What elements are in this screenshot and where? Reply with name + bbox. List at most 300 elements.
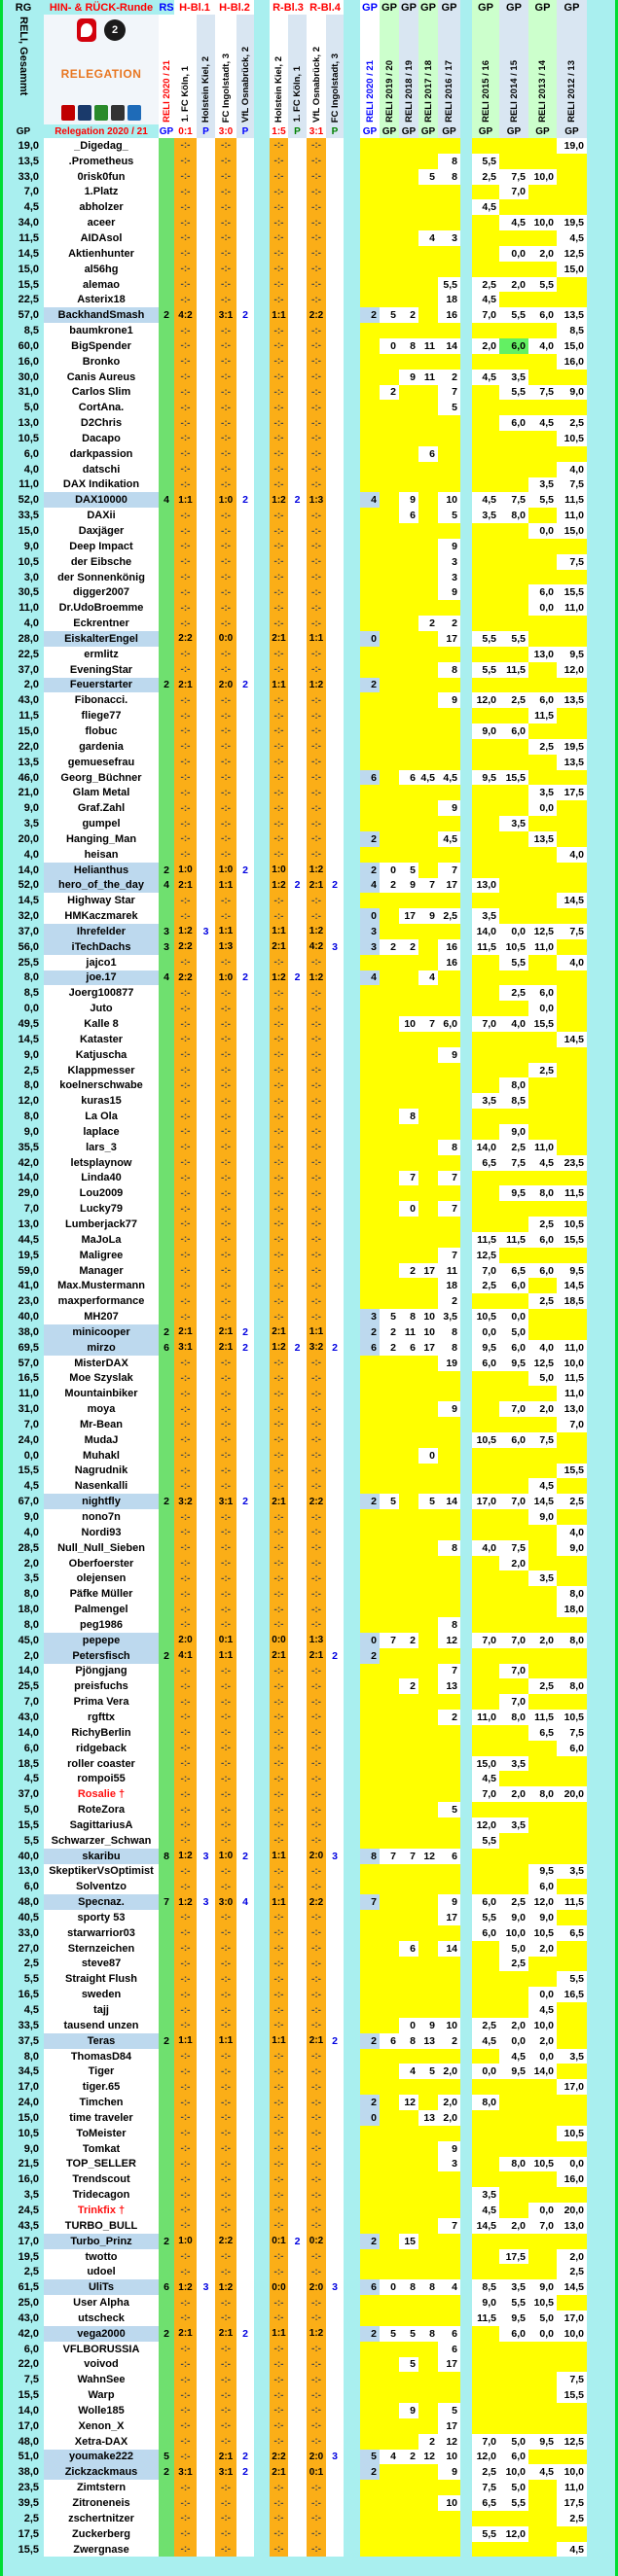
season-points-cell xyxy=(418,584,438,600)
prediction-cell: -:- xyxy=(307,292,326,307)
prediction-cell: 2:2 xyxy=(174,939,197,955)
season-points-cell xyxy=(399,616,418,631)
prediction-cell: -:- xyxy=(270,1432,288,1448)
prediction-cell: -:- xyxy=(307,2526,326,2542)
prediction-cell: -:- xyxy=(270,431,288,446)
match-points-cell xyxy=(197,2450,215,2465)
prediction-cell: -:- xyxy=(270,2018,288,2033)
column-gap xyxy=(254,970,270,986)
match-points-cell xyxy=(326,508,344,523)
season-points-cell: 5,0 xyxy=(499,2480,528,2495)
column-gap xyxy=(460,400,472,415)
column-season-header xyxy=(528,15,557,124)
season-points-cell xyxy=(418,415,438,431)
column-gap xyxy=(460,2049,472,2064)
season-points-cell xyxy=(399,1710,418,1725)
prediction-cell: -:- xyxy=(215,1371,236,1387)
column-gap xyxy=(460,1278,472,1293)
season-points-cell xyxy=(557,2033,587,2049)
season-points-cell xyxy=(360,1185,380,1201)
season-points-cell: 2,0 xyxy=(528,1633,557,1648)
season-points-cell xyxy=(380,755,399,770)
match-points-cell xyxy=(326,985,344,1001)
season-points-cell xyxy=(380,2434,399,2450)
season-points-cell: 19 xyxy=(438,1356,460,1371)
season-points-cell: 4 xyxy=(360,878,380,894)
match-points-cell xyxy=(197,847,215,863)
vertical-column-label: RELI 2015 / 16 xyxy=(480,60,491,123)
column-gap xyxy=(344,2511,360,2526)
prediction-cell: 1:1 xyxy=(174,492,197,508)
column-gap xyxy=(344,1710,360,1725)
match-points-cell xyxy=(326,1077,344,1093)
season-points-cell xyxy=(438,1586,460,1602)
season-points-cell xyxy=(360,600,380,616)
total-points-cell: 8,0 xyxy=(23,1111,39,1123)
season-points-cell: 13,0 xyxy=(472,878,499,894)
column-gap xyxy=(344,1032,360,1047)
match-points-cell xyxy=(288,1278,307,1293)
player-row xyxy=(3,1741,587,1756)
prediction-cell: -:- xyxy=(307,1263,326,1279)
column-gap xyxy=(344,1386,360,1401)
season-points-cell xyxy=(399,1124,418,1140)
season-points-cell xyxy=(418,2511,438,2526)
season-points-cell xyxy=(380,1140,399,1155)
player-name-cell: Trendscout xyxy=(44,2171,159,2187)
match-points-cell xyxy=(197,2342,215,2357)
match-points-cell: 3 xyxy=(326,2450,344,2465)
season-points-cell xyxy=(380,1957,399,1972)
prediction-cell: -:- xyxy=(174,647,197,662)
prediction-cell: -:- xyxy=(270,1248,288,1263)
match-points-cell xyxy=(288,2002,307,2018)
season-points-cell xyxy=(380,1371,399,1387)
total-points-cell: 7,5 xyxy=(23,2374,39,2386)
player-row xyxy=(3,692,587,708)
prediction-cell: -:- xyxy=(174,1540,197,1556)
season-points-cell xyxy=(528,2450,557,2465)
season-points-cell xyxy=(399,1910,418,1925)
player-row xyxy=(3,584,587,600)
match-points-cell xyxy=(197,215,215,230)
prediction-cell: -:- xyxy=(215,908,236,924)
player-row xyxy=(3,1833,587,1849)
prediction-cell: -:- xyxy=(307,1694,326,1710)
total-points-cell: 39,5 xyxy=(18,2497,39,2510)
prediction-cell: -:- xyxy=(215,2342,236,2357)
prediction-cell: -:- xyxy=(307,847,326,863)
current-round-points-cell xyxy=(159,2295,174,2311)
season-points-cell xyxy=(528,1771,557,1786)
column-gap xyxy=(460,924,472,939)
season-points-cell: 5 xyxy=(380,307,399,323)
match-points-cell xyxy=(236,2279,254,2295)
season-points-cell: 6,5 xyxy=(472,1155,499,1171)
column-gap xyxy=(460,1941,472,1957)
season-points-cell: 10 xyxy=(438,2018,460,2033)
column-gap xyxy=(254,570,270,585)
column-gap xyxy=(254,1032,270,1047)
prediction-cell: -:- xyxy=(215,508,236,523)
total-points-cell: 52,0 xyxy=(18,879,39,892)
prediction-cell: -:- xyxy=(174,323,197,338)
prediction-cell: -:- xyxy=(174,908,197,924)
season-points-cell xyxy=(472,1201,499,1217)
season-points-cell xyxy=(418,2526,438,2542)
prediction-cell: -:- xyxy=(174,1464,197,1479)
season-points-cell xyxy=(472,1957,499,1972)
season-points-cell xyxy=(472,863,499,878)
prediction-cell: -:- xyxy=(307,1109,326,1124)
season-points-cell xyxy=(438,2002,460,2018)
total-points-cell: 24,0 xyxy=(18,2097,39,2109)
current-round-points-cell: 5 xyxy=(159,2450,174,2465)
match-points-cell xyxy=(326,1957,344,1972)
column-gap xyxy=(254,831,270,847)
match-points-cell xyxy=(326,2464,344,2480)
column-gap xyxy=(460,1171,472,1186)
season-points-cell: 4,0 xyxy=(472,1540,499,1556)
match-points-cell xyxy=(288,1586,307,1602)
season-points-cell xyxy=(360,415,380,431)
season-points-cell xyxy=(472,1509,499,1525)
prediction-cell: -:- xyxy=(215,1525,236,1540)
season-points-cell: 2,0 xyxy=(499,1556,528,1571)
match-points-cell xyxy=(236,2511,254,2526)
season-points-cell: 7,5 xyxy=(528,1432,557,1448)
prediction-cell: -:- xyxy=(174,1925,197,1941)
prediction-cell: -:- xyxy=(270,1232,288,1248)
column-gap xyxy=(460,2218,472,2234)
prediction-cell: -:- xyxy=(174,1971,197,1987)
prediction-cell: -:- xyxy=(215,1879,236,1894)
prediction-cell: -:- xyxy=(215,584,236,600)
prediction-cell: -:- xyxy=(215,1678,236,1694)
player-row xyxy=(3,354,587,370)
match-points-cell xyxy=(236,2171,254,2187)
season-points-cell xyxy=(528,1849,557,1864)
column-gap xyxy=(344,1464,360,1479)
total-points-cell: 33,0 xyxy=(18,170,39,183)
header-gp-label: GP xyxy=(438,124,460,138)
prediction-cell: -:- xyxy=(215,2511,236,2526)
season-points-cell: 7,5 xyxy=(472,2480,499,2495)
column-gap xyxy=(344,15,360,124)
match-points-cell xyxy=(288,723,307,739)
match-points-cell xyxy=(236,570,254,585)
season-points-cell xyxy=(438,1155,460,1171)
season-points-cell: 17 xyxy=(438,631,460,647)
column-gap xyxy=(254,262,270,277)
season-points-cell: 10,5 xyxy=(528,2157,557,2172)
season-points-cell xyxy=(499,2095,528,2110)
player-name-cell: Dr.UdoBroemme xyxy=(44,600,159,616)
season-points-cell: 11 xyxy=(418,370,438,385)
column-gap xyxy=(344,2387,360,2403)
match-points-cell xyxy=(236,2033,254,2049)
match-points-cell xyxy=(288,1171,307,1186)
season-points-cell: 0,0 xyxy=(472,2064,499,2079)
season-points-cell xyxy=(380,1109,399,1124)
prediction-cell: 1:1 xyxy=(270,2033,288,2049)
prediction-cell: -:- xyxy=(174,262,197,277)
season-points-cell: 10,5 xyxy=(557,2126,587,2141)
prediction-cell: -:- xyxy=(215,1725,236,1741)
vertical-column-label: RELI 2014 / 15 xyxy=(508,60,520,123)
season-points-cell xyxy=(380,1987,399,2002)
column-gap xyxy=(344,955,360,970)
player-name-cell: Zitroneneis xyxy=(44,2495,159,2511)
prediction-cell: -:- xyxy=(174,1556,197,1571)
prediction-cell: -:- xyxy=(215,723,236,739)
match-points-cell xyxy=(236,800,254,816)
season-points-cell: 20,0 xyxy=(557,2203,587,2218)
season-points-cell: 4,5 xyxy=(528,1155,557,1171)
total-points-cell: 48,0 xyxy=(18,2435,39,2448)
column-gap xyxy=(460,2264,472,2279)
match-points-cell xyxy=(326,477,344,493)
season-points-cell: 8 xyxy=(399,1109,418,1124)
season-points-cell: 5,5 xyxy=(472,631,499,647)
season-points-cell xyxy=(380,246,399,262)
player-name-cell: hero_of_the_day xyxy=(44,878,159,894)
season-points-cell xyxy=(418,1741,438,1756)
match-points-cell xyxy=(197,477,215,493)
relegation-logo-box xyxy=(44,15,159,124)
season-points-cell: 8 xyxy=(438,662,460,678)
season-points-cell xyxy=(499,2187,528,2203)
season-points-cell: 5 xyxy=(399,2357,418,2373)
prediction-cell: -:- xyxy=(174,2357,197,2373)
match-points-cell xyxy=(236,1509,254,1525)
prediction-cell: -:- xyxy=(215,2311,236,2326)
season-points-cell: 19,0 xyxy=(557,138,587,154)
season-points-cell xyxy=(418,523,438,539)
current-round-points-cell xyxy=(159,1817,174,1833)
prediction-cell: -:- xyxy=(270,154,288,169)
column-gap xyxy=(460,2157,472,2172)
prediction-cell: -:- xyxy=(307,1925,326,1941)
match-points-cell xyxy=(197,2033,215,2049)
match-points-cell xyxy=(326,2342,344,2357)
column-gap xyxy=(460,1925,472,1941)
total-points-cell: 42,0 xyxy=(18,2327,39,2340)
column-gap xyxy=(344,723,360,739)
column-gap xyxy=(460,2279,472,2295)
player-name-cell: Warp xyxy=(44,2387,159,2403)
season-points-cell xyxy=(499,199,528,215)
season-points-cell xyxy=(472,1001,499,1016)
season-points-cell xyxy=(528,723,557,739)
season-points-cell: 9,5 xyxy=(499,2064,528,2079)
column-gap xyxy=(460,1494,472,1509)
prediction-cell: -:- xyxy=(270,662,288,678)
season-points-cell xyxy=(528,1586,557,1602)
player-row xyxy=(3,1540,587,1556)
prediction-cell: -:- xyxy=(174,338,197,354)
season-points-cell xyxy=(557,678,587,693)
season-points-cell xyxy=(418,154,438,169)
season-points-cell xyxy=(360,2342,380,2357)
column-gap xyxy=(254,385,270,401)
current-round-points-cell xyxy=(159,462,174,477)
player-row xyxy=(3,1324,587,1340)
match-points-cell xyxy=(197,878,215,894)
player-name-cell: rgfttx xyxy=(44,1710,159,1725)
player-row xyxy=(3,970,587,986)
prediction-cell: -:- xyxy=(270,570,288,585)
season-points-cell xyxy=(557,154,587,169)
column-gap xyxy=(460,307,472,323)
player-name-cell: Teras xyxy=(44,2033,159,2049)
season-points-cell xyxy=(528,2372,557,2387)
prediction-cell: -:- xyxy=(307,1771,326,1786)
player-name-cell: jajco1 xyxy=(44,955,159,970)
match-points-cell xyxy=(236,1309,254,1324)
season-points-cell: 6,0 xyxy=(499,723,528,739)
current-round-points-cell xyxy=(159,1802,174,1817)
player-name-cell: moya xyxy=(44,1401,159,1417)
season-points-cell: 6 xyxy=(438,2342,460,2357)
season-points-cell xyxy=(438,755,460,770)
season-points-cell: 11,5 xyxy=(499,1232,528,1248)
season-points-cell xyxy=(472,2141,499,2157)
match-points-cell xyxy=(197,2079,215,2095)
season-points-cell: 5 xyxy=(438,2403,460,2418)
season-points-cell xyxy=(360,2218,380,2234)
match-points-cell xyxy=(236,2218,254,2234)
current-round-points-cell xyxy=(159,1047,174,1063)
match-points-cell xyxy=(197,1525,215,1540)
match-points-cell xyxy=(197,230,215,246)
player-name-cell: gardenia xyxy=(44,739,159,755)
column-gap xyxy=(254,1987,270,2002)
season-points-cell: 7,0 xyxy=(472,2434,499,2450)
prediction-cell: -:- xyxy=(215,1140,236,1155)
player-row xyxy=(3,1817,587,1833)
player-name-cell: minicooper xyxy=(44,1324,159,1340)
season-points-cell xyxy=(557,1001,587,1016)
season-points-cell: 13 xyxy=(418,2110,438,2126)
season-points-cell xyxy=(499,2387,528,2403)
season-points-cell xyxy=(399,570,418,585)
match-points-cell xyxy=(197,631,215,647)
column-gap xyxy=(344,1864,360,1880)
prediction-cell: -:- xyxy=(174,1093,197,1109)
season-points-cell xyxy=(418,1633,438,1648)
match-points-cell xyxy=(197,1817,215,1833)
player-row xyxy=(3,2018,587,2033)
season-points-cell xyxy=(472,2264,499,2279)
prediction-cell: -:- xyxy=(307,1478,326,1494)
match-points-cell xyxy=(197,2095,215,2110)
prediction-cell: -:- xyxy=(174,1185,197,1201)
season-points-cell xyxy=(418,1910,438,1925)
season-points-cell xyxy=(438,246,460,262)
player-row xyxy=(3,262,587,277)
current-round-points-cell: 2 xyxy=(159,2464,174,2480)
column-gap xyxy=(254,2495,270,2511)
column-gap xyxy=(344,1016,360,1032)
prediction-cell: -:- xyxy=(307,616,326,631)
column-gap xyxy=(254,2110,270,2126)
season-points-cell xyxy=(360,893,380,908)
season-points-cell xyxy=(418,816,438,831)
total-points-cell: 4,5 xyxy=(23,2004,39,2017)
season-points-cell xyxy=(380,1263,399,1279)
match-points-cell: 2 xyxy=(236,1340,254,1356)
column-gap xyxy=(460,908,472,924)
vertical-column-label: 1. FC Köln, 1 xyxy=(180,66,191,123)
season-points-cell: 2 xyxy=(438,1293,460,1309)
season-points-cell xyxy=(380,600,399,616)
prediction-cell: -:- xyxy=(307,354,326,370)
season-points-cell xyxy=(380,1478,399,1494)
player-name-cell: Aktienhunter xyxy=(44,246,159,262)
season-points-cell: 6,0 xyxy=(499,2326,528,2342)
column-gap xyxy=(344,939,360,955)
prediction-cell: -:- xyxy=(215,1987,236,2002)
season-points-cell xyxy=(360,1016,380,1032)
prediction-cell: -:- xyxy=(307,1756,326,1772)
prediction-cell: -:- xyxy=(174,2342,197,2357)
season-points-cell xyxy=(472,1694,499,1710)
season-points-cell xyxy=(418,2187,438,2203)
column-gap xyxy=(460,1201,472,1217)
total-points-cell: 8,5 xyxy=(23,987,39,1000)
total-points-cell: 9,0 xyxy=(23,540,39,552)
column-gap xyxy=(460,1324,472,1340)
match-points-cell xyxy=(288,2511,307,2526)
season-points-cell: 12 xyxy=(399,2095,418,2110)
prediction-cell: -:- xyxy=(174,1879,197,1894)
player-row xyxy=(3,1849,587,1864)
player-name-cell: Klappmesser xyxy=(44,1063,159,1078)
season-points-cell xyxy=(360,385,380,401)
season-points-cell xyxy=(438,1864,460,1880)
prediction-cell: -:- xyxy=(270,1771,288,1786)
match-points-cell xyxy=(197,678,215,693)
season-points-cell: 5 xyxy=(418,1494,438,1509)
season-points-cell: 8,0 xyxy=(499,508,528,523)
current-round-points-cell xyxy=(159,1248,174,1263)
prediction-cell: 2:2 xyxy=(307,1894,326,1910)
season-points-cell: 11,5 xyxy=(557,1894,587,1910)
season-points-cell xyxy=(557,616,587,631)
season-points-cell: 10,5 xyxy=(557,1710,587,1725)
column-gap xyxy=(254,1248,270,1263)
season-points-cell: 5,5 xyxy=(499,385,528,401)
match-points-cell xyxy=(326,1032,344,1047)
match-points-cell xyxy=(288,1910,307,1925)
season-points-cell: 7,5 xyxy=(499,1155,528,1171)
prediction-cell: -:- xyxy=(307,2018,326,2033)
total-points-cell: 33,5 xyxy=(18,510,39,522)
player-row xyxy=(3,1710,587,1725)
player-row xyxy=(3,924,587,939)
prediction-cell: -:- xyxy=(307,816,326,831)
prediction-cell: -:- xyxy=(270,1957,288,1972)
season-points-cell xyxy=(528,1817,557,1833)
total-points-cell: 0,0 xyxy=(23,1003,39,1015)
season-points-cell xyxy=(418,199,438,215)
column-gap xyxy=(460,1602,472,1617)
season-points-cell: 2,0 xyxy=(499,2018,528,2033)
season-points-cell xyxy=(380,1694,399,1710)
total-points-cell: 15,0 xyxy=(18,263,39,275)
column-gap xyxy=(460,292,472,307)
